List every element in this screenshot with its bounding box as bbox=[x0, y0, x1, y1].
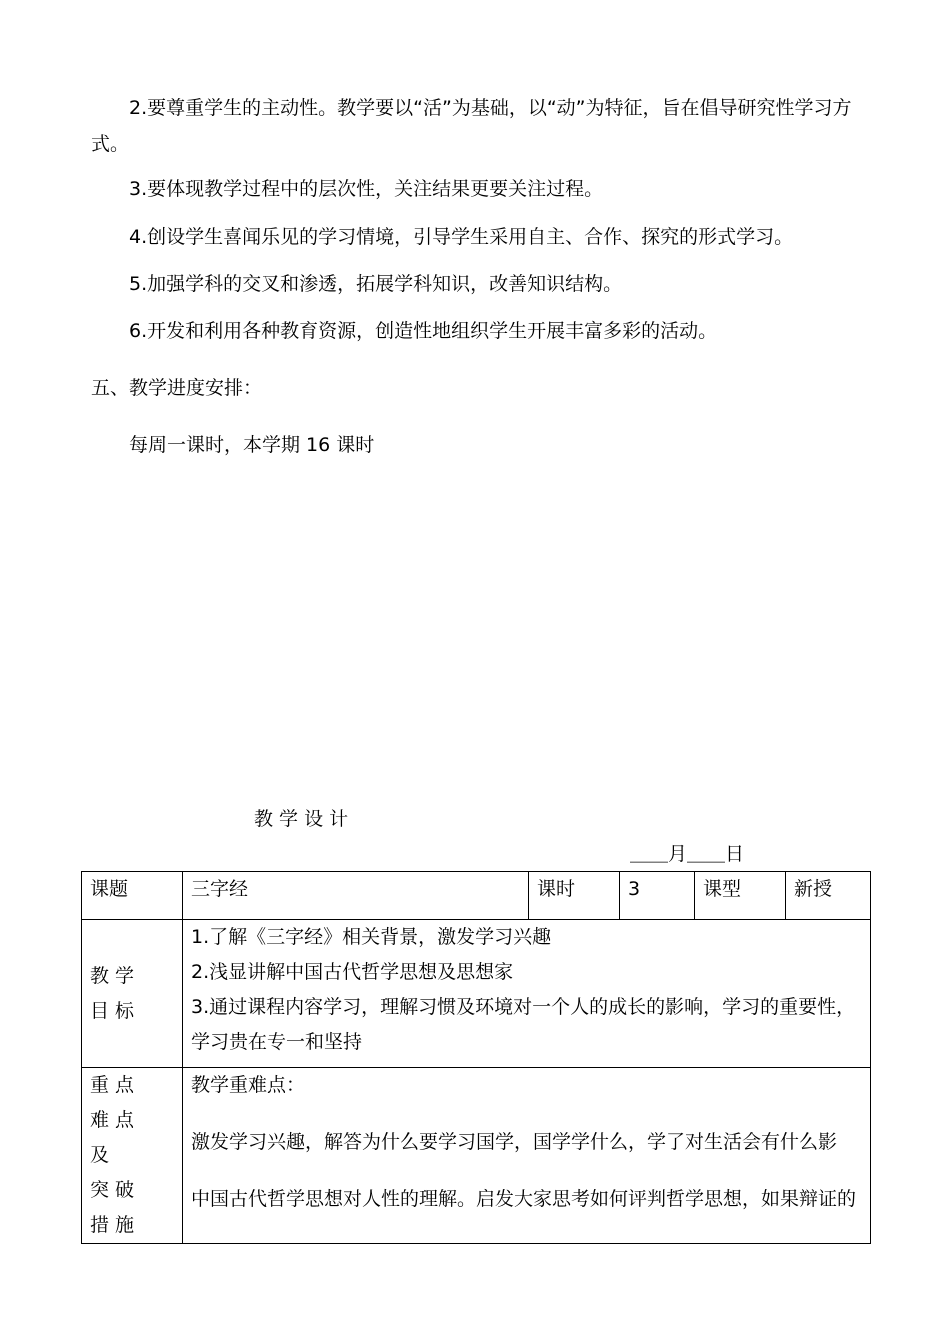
principle-2: 2.要尊重学生的主动性。教学要以“活”为基础，以“动”为特征，旨在倡导研究性学习方式。 bbox=[91, 97, 852, 155]
schedule-heading: 五、教学进度安排： bbox=[91, 377, 263, 399]
keypoints-heading: 教学重难点： bbox=[191, 1074, 306, 1096]
table-row bbox=[82, 920, 871, 1068]
design-date: ＿＿月＿＿日 bbox=[630, 843, 745, 865]
keypoints-label bbox=[82, 1068, 183, 1244]
goals-label-line: 目 标 bbox=[90, 999, 135, 1022]
keypoints-label-line: 及 bbox=[90, 1144, 110, 1166]
goal-item: 3.通过课程内容学习，理解习惯及环境对一个人的成长的影响，学习的重要性，学习贵在专一和坚持 bbox=[191, 996, 856, 1053]
hours-label: 课时 bbox=[529, 872, 620, 920]
type-label: 课型 bbox=[695, 872, 786, 920]
principle-3: 3.要体现教学过程中的层次性，关注结果更要关注过程。 bbox=[129, 178, 604, 200]
goal-item: 2.浅显讲解中国古代哲学思想及思想家 bbox=[191, 961, 514, 983]
keypoints-line: 激发学习兴趣，解答为什么要学习国学，国学学什么，学了对生活会有什么影 bbox=[191, 1131, 838, 1153]
principle-6: 6.开发和利用各种教育资源，创造性地组织学生开展丰富多彩的活动。 bbox=[129, 320, 718, 342]
hours-value: 3 bbox=[620, 872, 695, 920]
topic-label: 课题 bbox=[82, 872, 183, 920]
keypoints-line: 中国古代哲学思想对人性的理解。启发大家思考如何评判哲学思想，如果辩证的 bbox=[191, 1188, 857, 1210]
lesson-design-table bbox=[81, 871, 871, 1244]
type-value: 新授 bbox=[786, 872, 871, 920]
table-row bbox=[82, 1068, 871, 1244]
principle-5: 5.加强学科的交叉和渗透，拓展学科知识，改善知识结构。 bbox=[129, 273, 623, 295]
goals-content bbox=[183, 920, 871, 1068]
table-row bbox=[82, 872, 871, 920]
keypoints-label-line: 难 点 bbox=[90, 1109, 135, 1131]
goals-label-line: 教 学 bbox=[90, 964, 135, 987]
keypoints-content bbox=[183, 1068, 871, 1244]
keypoints-label-line: 措 施 bbox=[90, 1214, 135, 1236]
goals-label bbox=[82, 920, 183, 1068]
topic-value: 三字经 bbox=[183, 872, 529, 920]
goal-item: 1.了解《三字经》相关背景，激发学习兴趣 bbox=[191, 926, 552, 948]
schedule-text: 每周一课时，本学期 16 课时 bbox=[129, 434, 375, 456]
keypoints-label-line: 重 点 bbox=[90, 1074, 135, 1096]
principle-4: 4.创设学生喜闻乐见的学习情境，引导学生采用自主、合作、探究的形式学习。 bbox=[129, 226, 794, 248]
design-title: 教 学 设 计 bbox=[254, 808, 349, 830]
keypoints-label-line: 突 破 bbox=[90, 1179, 135, 1201]
